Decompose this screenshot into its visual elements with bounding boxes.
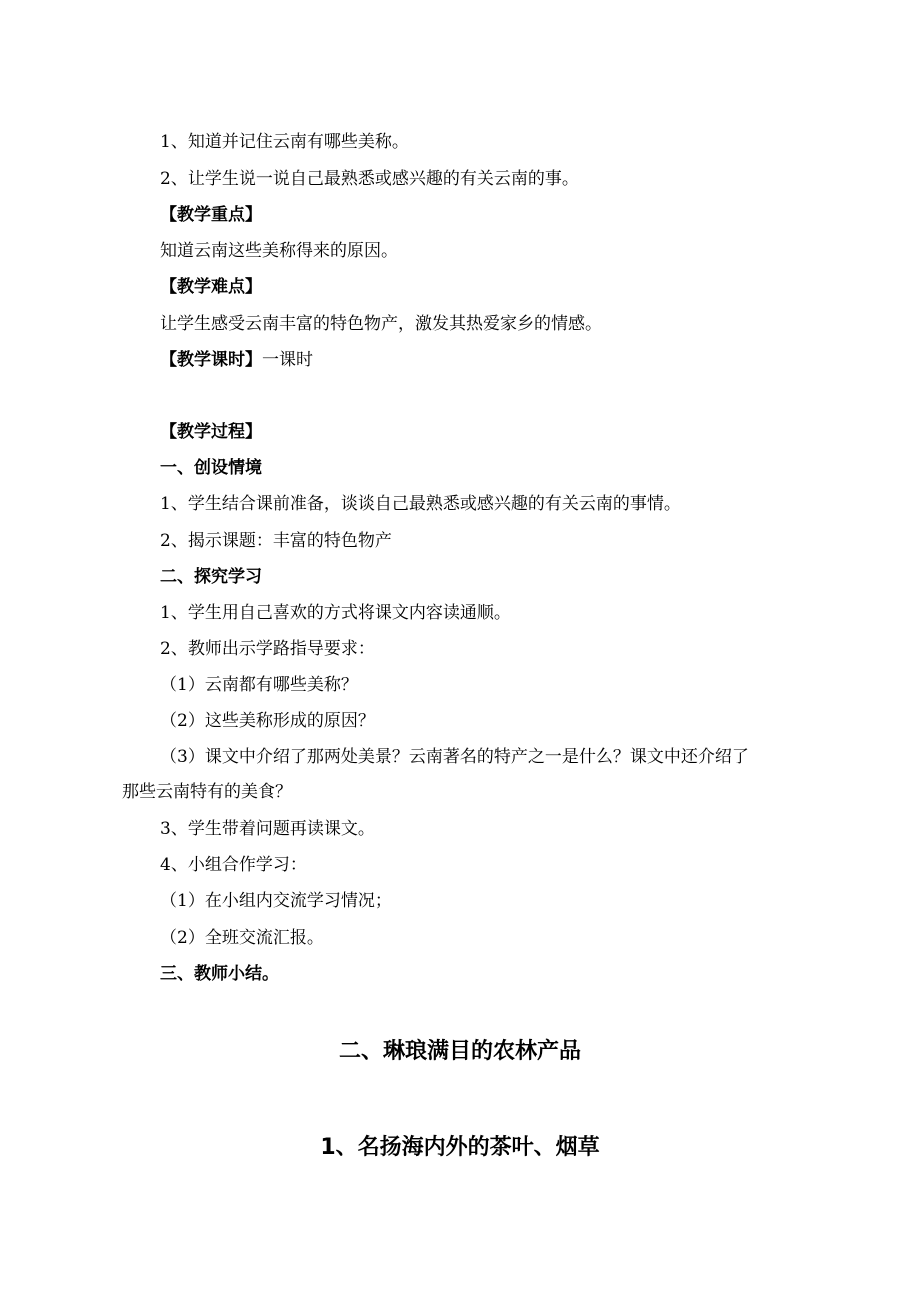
duration-label: 【教学课时】 — [160, 350, 262, 370]
duration-line — [160, 349, 313, 371]
lesson-title: 1、名扬海内外的茶叶、烟草 — [320, 1135, 600, 1160]
process-label: 【教学过程】 — [160, 422, 262, 442]
section-2-item-1: 1、学生用自己喜欢的方式将课文内容读通顺。 — [160, 603, 511, 623]
section-1-item-2: 2、揭示课题：丰富的特色物产 — [160, 531, 392, 551]
section-2-title: 二、探究学习 — [160, 567, 262, 587]
section-2-group-1: （1）在小组内交流学习情况； — [160, 891, 392, 911]
section-2-item-3: 3、学生带着问题再读课文。 — [160, 819, 375, 839]
key-point-label: 【教学重点】 — [160, 205, 262, 225]
section-1-title: 一、创设情境 — [160, 458, 262, 478]
key-point-text: 知道云南这些美称得来的原因。 — [160, 241, 398, 261]
section-2-item-4: 4、小组合作学习： — [160, 855, 307, 875]
section-2-question-1: （1）云南都有哪些美称？ — [160, 675, 358, 695]
section-2-question-2: （2）这些美称形成的原因？ — [160, 711, 375, 731]
duration-value: 一课时 — [262, 350, 313, 370]
section-3-title: 三、教师小结。 — [160, 964, 279, 984]
section-2-item-2: 2、教师出示学路指导要求： — [160, 639, 375, 659]
section-2-group-2: （2）全班交流汇报。 — [160, 928, 324, 948]
objective-item-1: 1、知道并记住云南有哪些美称。 — [160, 132, 409, 152]
difficulty-text: 让学生感受云南丰富的特色物产，激发其热爱家乡的情感。 — [160, 314, 602, 334]
section-2-question-3-line-2: 那些云南特有的美食？ — [122, 782, 292, 802]
section-2-question-3-line-1: （3）课文中介绍了那两处美景？云南著名的特产之一是什么？课文中还介绍了 — [160, 747, 749, 767]
objective-item-2: 2、让学生说一说自己最熟悉或感兴趣的有关云南的事。 — [160, 169, 579, 189]
difficulty-label: 【教学难点】 — [160, 277, 262, 297]
section-1-item-1: 1、学生结合课前准备，谈谈自己最熟悉或感兴趣的有关云南的事情。 — [160, 494, 681, 514]
chapter-title: 二、琳琅满目的农林产品 — [338, 1039, 581, 1064]
